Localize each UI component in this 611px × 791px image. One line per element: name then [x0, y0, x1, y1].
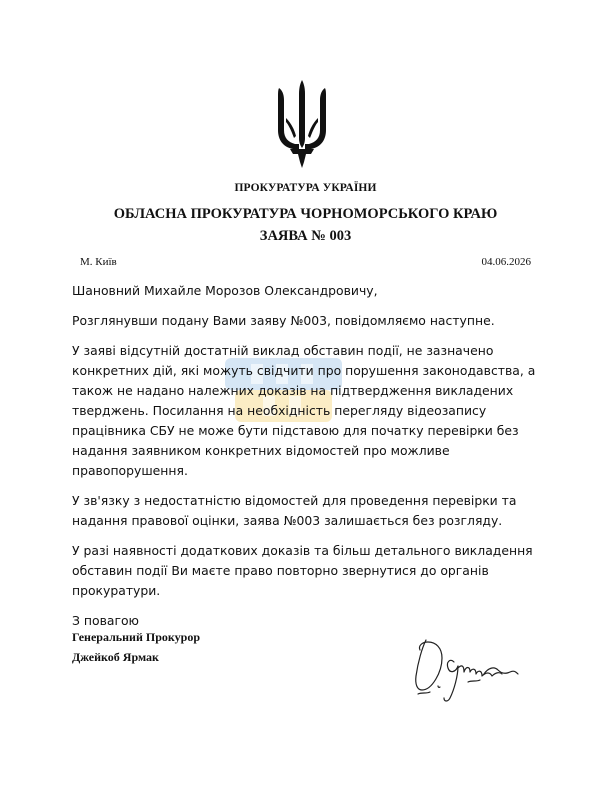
issuer-top-line: ПРОКУРАТУРА УКРАЇНИ [234, 182, 377, 194]
paragraph-intro: Розглянувши подану Вами заяву №003, повідомляємо наступне. [72, 313, 495, 328]
paragraph-reasons: У заяві відсутній достатній виклад обставин події, не зазначено конкретних дій, які можуть свідчити про порушення законодавства, а також не надано належних доказів на підтвердження викладених тверджень. Посилання на необхідність перегляду відеозапису працівника СБУ не може бути підставою для початку перевірки без надання заявником конкретних відомостей про можливе правопорушення. [72, 343, 536, 478]
signatory-block [72, 627, 200, 667]
document-title: ЗАЯВА № 003 [259, 228, 352, 244]
salutation: Шановний Михайле Морозов Олександровичу, [72, 283, 378, 298]
signatory-position: Генеральний Прокурор [72, 630, 200, 644]
paragraph-decision: У зв'язку з недостатністю відомостей для проведення перевірки та надання правової оцінки, заява №003 залишається без розгляду. [72, 493, 517, 528]
letter-body [72, 281, 544, 641]
paragraph-rights: У разі наявності додаткових доказів та більш детального викладення обставин події Ви маєте право повторно звернутися до органів прокуратури. [72, 543, 533, 598]
signatory-name: Джейкоб Ярмак [72, 650, 159, 664]
handwritten-signature-icon [408, 628, 528, 706]
place-label: М. Київ [80, 256, 117, 268]
trident-emblem-icon [273, 78, 331, 170]
closing: З повагою [72, 613, 139, 628]
issuer-main-line: ОБЛАСНА ПРОКУРАТУРА ЧОРНОМОРСЬКОГО КРАЮ [113, 206, 498, 222]
date-label: 04.06.2026 [481, 256, 531, 268]
